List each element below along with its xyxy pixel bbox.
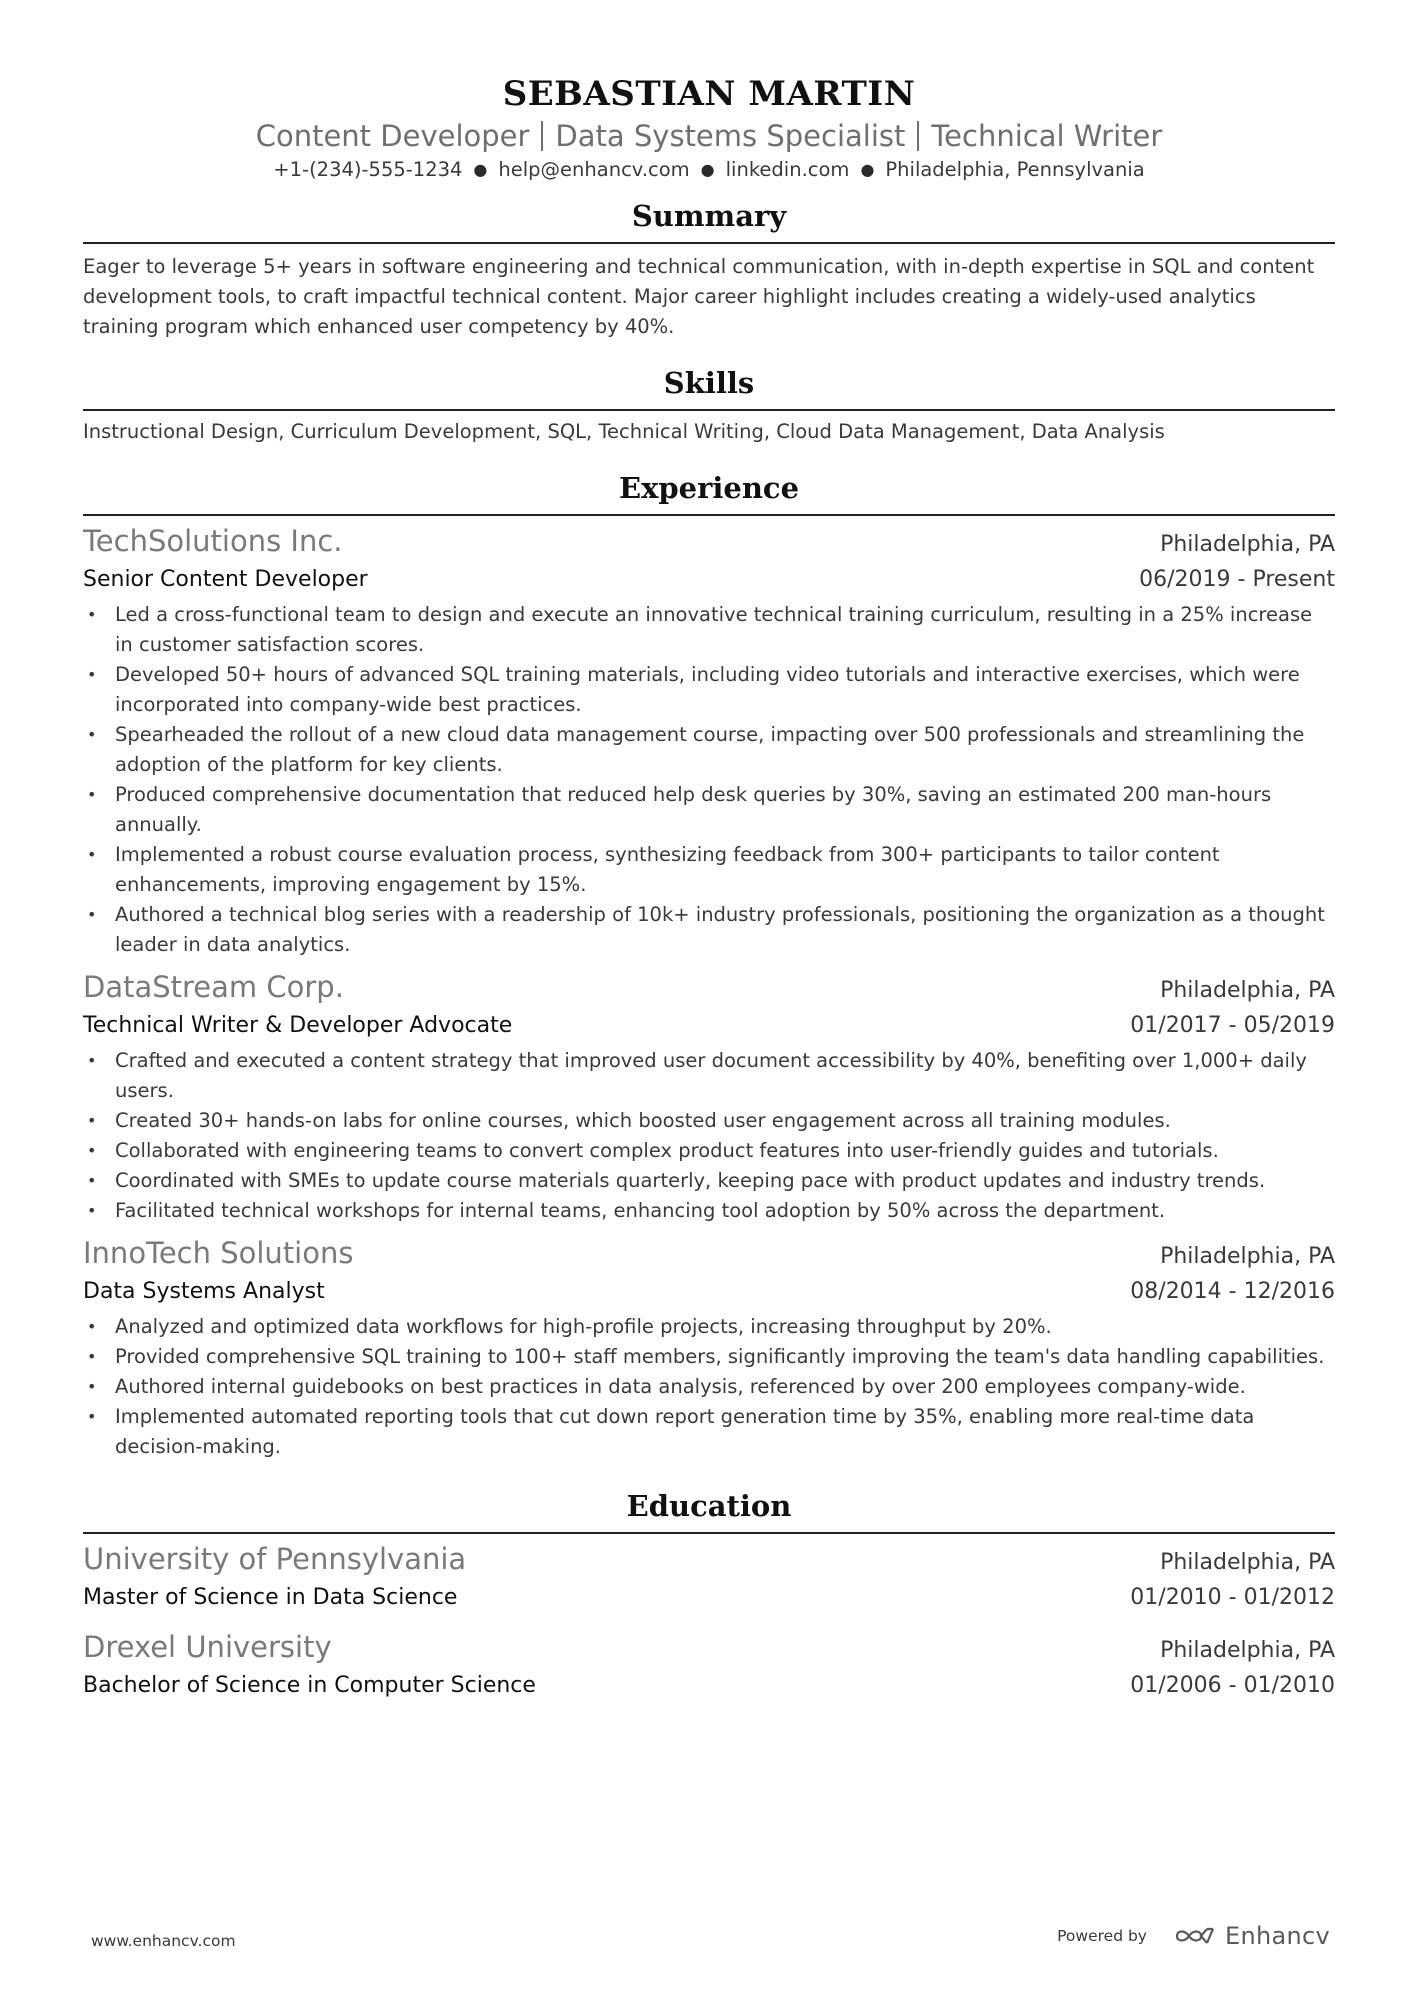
- job-dates: 06/2019 - Present: [1139, 567, 1335, 592]
- job-dates: 01/2017 - 05/2019: [1130, 1013, 1335, 1038]
- education-entry: [83, 1628, 1335, 1702]
- degree: Master of Science in Data Science: [83, 1585, 458, 1610]
- job-bullets: [83, 1312, 1335, 1462]
- headline-title: Technical Writer: [931, 119, 1163, 153]
- bullet-item: • Created 30+ hands-on labs for online courses, which boosted user engagement across all training modules.: [83, 1106, 1335, 1136]
- headline-title: Content Developer: [255, 119, 530, 153]
- resume-page: [83, 0, 1335, 1702]
- bullet-item: • Analyzed and optimized data workflows for high-profile projects, increasing throughput by 20%.: [83, 1312, 1335, 1342]
- skills-text: Instructional Design, Curriculum Development, SQL, Technical Writing, Cloud Data Management, Data Analysis: [83, 420, 1165, 443]
- bullet-dot-icon: •: [87, 1201, 97, 1220]
- bullet-item: • Coordinated with SMEs to update course materials quarterly, keeping pace with product updates and industry trends.: [83, 1166, 1335, 1196]
- section-title-education: Education: [83, 1486, 1335, 1534]
- experience-entry: [83, 1234, 1335, 1462]
- enhancv-logo-icon: [1173, 1925, 1217, 1947]
- bullet-separator: ●: [473, 160, 488, 179]
- experience-entry: [83, 522, 1335, 960]
- education-dates: 01/2006 - 01/2010: [1130, 1673, 1335, 1698]
- school-name: Drexel University: [83, 1630, 332, 1664]
- candidate-name: SEBASTIAN MARTIN: [502, 74, 916, 114]
- bullet-separator: ●: [860, 160, 875, 179]
- experience-section: [83, 468, 1335, 1462]
- resume-header: [83, 0, 1335, 184]
- bullet-item: • Spearheaded the rollout of a new cloud data management course, impacting over 500 professionals and streamlining the adoption of the platform for key clients.: [83, 720, 1335, 780]
- bullet-dot-icon: •: [87, 1317, 97, 1336]
- education-section: [83, 1486, 1335, 1702]
- company-name: DataStream Corp.: [83, 970, 344, 1004]
- bullet-item: • Provided comprehensive SQL training to 100+ staff members, significantly improving the team's data handling capabilities.: [83, 1342, 1335, 1372]
- job-location: Philadelphia, PA: [1160, 978, 1335, 1003]
- bullet-item: • Crafted and executed a content strategy that improved user document accessibility by 40%, benefiting over 1,000+ daily users.: [83, 1046, 1335, 1106]
- title-separator: [917, 121, 919, 151]
- contact-phone[interactable]: +1-(234)-555-1234: [273, 158, 463, 181]
- education-dates: 01/2010 - 01/2012: [1130, 1585, 1335, 1610]
- job-location: Philadelphia, PA: [1160, 532, 1335, 557]
- headline-titles: [83, 116, 1335, 156]
- powered-by-label: Powered by: [1057, 1927, 1147, 1945]
- bullet-item: • Implemented a robust course evaluation process, synthesizing feedback from 300+ participants to tailor content enhancements, improving engagement by 15%.: [83, 840, 1335, 900]
- headline-title: Data Systems Specialist: [555, 119, 906, 153]
- job-dates: 08/2014 - 12/2016: [1130, 1279, 1335, 1304]
- education-entry: [83, 1540, 1335, 1614]
- bullet-dot-icon: •: [87, 845, 97, 864]
- brand-name: Enhancv: [1224, 1922, 1330, 1950]
- job-role: Data Systems Analyst: [83, 1279, 325, 1304]
- footer-branding: [1057, 1922, 1330, 1950]
- job-role: Technical Writer & Developer Advocate: [83, 1013, 513, 1038]
- contact-info: [83, 156, 1335, 184]
- section-title-experience: Experience: [83, 468, 1335, 516]
- school-name: University of Pennsylvania: [83, 1542, 467, 1576]
- section-title-summary: Summary: [83, 196, 1335, 244]
- bullet-dot-icon: •: [87, 1377, 97, 1396]
- job-role: Senior Content Developer: [83, 567, 368, 592]
- school-location: Philadelphia, PA: [1160, 1638, 1335, 1663]
- degree: Bachelor of Science in Computer Science: [83, 1673, 536, 1698]
- company-name: InnoTech Solutions: [83, 1236, 354, 1270]
- summary-section: [83, 196, 1335, 342]
- contact-email[interactable]: help@enhancv.com: [498, 158, 690, 181]
- bullet-dot-icon: •: [87, 905, 97, 924]
- bullet-dot-icon: •: [87, 605, 97, 624]
- bullet-separator: ●: [700, 160, 715, 179]
- job-bullets: [83, 600, 1335, 960]
- bullet-dot-icon: •: [87, 1407, 97, 1426]
- contact-location: Philadelphia, Pennsylvania: [885, 158, 1145, 181]
- experience-entry: [83, 968, 1335, 1226]
- section-title-skills: Skills: [83, 363, 1335, 411]
- bullet-item: • Authored internal guidebooks on best practices in data analysis, referenced by over 200 employees company-wide.: [83, 1372, 1335, 1402]
- bullet-item: • Implemented automated reporting tools that cut down report generation time by 35%, enabling more real-time data decision-making.: [83, 1402, 1335, 1462]
- bullet-dot-icon: •: [87, 665, 97, 684]
- bullet-item: • Collaborated with engineering teams to convert complex product features into user-friendly guides and tutorials.: [83, 1136, 1335, 1166]
- bullet-item: • Led a cross-functional team to design and execute an innovative technical training curriculum, resulting in a 25% increase in customer satisfaction scores.: [83, 600, 1335, 660]
- bullet-dot-icon: •: [87, 1051, 97, 1070]
- bullet-dot-icon: •: [87, 1111, 97, 1130]
- bullet-dot-icon: •: [87, 1141, 97, 1160]
- bullet-item: • Developed 50+ hours of advanced SQL training materials, including video tutorials and interactive exercises, which were incorporated into company-wide best practices.: [83, 660, 1335, 720]
- summary-text: Eager to leverage 5+ years in software engineering and technical communication, with in-depth expertise in SQL and content development tools, to craft impactful technical content. Major career highlight includes creating a widely-used analytics training program which enhanced user competency by 40%.: [83, 255, 1315, 338]
- bullet-dot-icon: •: [87, 1171, 97, 1190]
- bullet-dot-icon: •: [87, 725, 97, 744]
- job-location: Philadelphia, PA: [1160, 1244, 1335, 1269]
- bullet-item: • Authored a technical blog series with a readership of 10k+ industry professionals, positioning the organization as a thought leader in data analytics.: [83, 900, 1335, 960]
- title-separator: [541, 121, 543, 151]
- bullet-dot-icon: •: [87, 785, 97, 804]
- school-location: Philadelphia, PA: [1160, 1550, 1335, 1575]
- bullet-item: • Facilitated technical workshops for internal teams, enhancing tool adoption by 50% across the department.: [83, 1196, 1335, 1226]
- footer-website[interactable]: www.enhancv.com: [91, 1932, 236, 1950]
- skills-section: [83, 363, 1335, 447]
- enhancv-logo[interactable]: [1173, 1922, 1330, 1950]
- contact-linkedin[interactable]: linkedin.com: [725, 158, 850, 181]
- company-name: TechSolutions Inc.: [83, 524, 343, 558]
- job-bullets: [83, 1046, 1335, 1226]
- bullet-item: • Produced comprehensive documentation that reduced help desk queries by 30%, saving an estimated 200 man-hours annually.: [83, 780, 1335, 840]
- bullet-dot-icon: •: [87, 1347, 97, 1366]
